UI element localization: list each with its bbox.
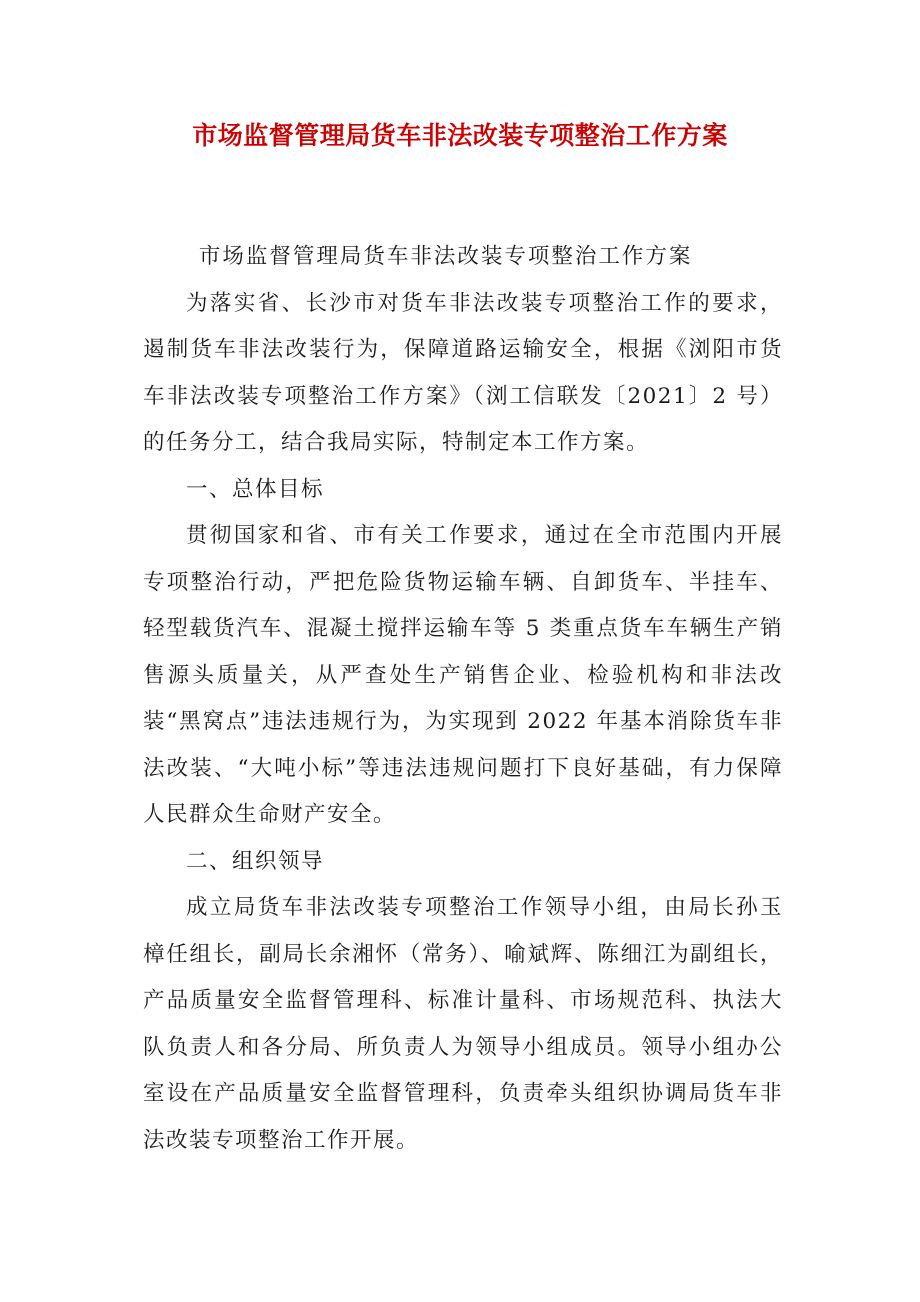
document-subtitle: 市场监督管理局货车非法改装专项整治工作方案 — [198, 244, 693, 269]
section-heading-overall-goal: 一、总体目标 — [186, 476, 325, 502]
section-heading-organization: 二、组织领导 — [186, 848, 325, 874]
document-body — [143, 234, 783, 1164]
organization-paragraph: 成立局货车非法改装专项整治工作领导小组，由局长孙玉樟任组长，副局长余湘怀（常务）、喻斌辉、陈细江为副组长，产品质量安全监督管理科、标准计量科、市场规范科、执法大队负责人和各分局、所负责人为领导小组成员。领导小组办公室设在产品质量安全监督管理科，负责牵头组织协调局货车非法改装专项整治工作开展。 — [143, 895, 783, 1153]
intro-paragraph: 为落实省、长沙市对货车非法改装专项整治工作的要求，遏制货车非法改装行为，保障道路运输安全，根据《浏阳市货车非法改装专项整治工作方案》（浏工信联发〔2021〕2 号）的任务分工，结合我局实际，特制定本工作方案。 — [143, 290, 783, 455]
document-title: 市场监督管理局货车非法改装专项整治工作方案 — [192, 121, 728, 150]
overall-goal-paragraph: 贯彻国家和省、市有关工作要求，通过在全市范围内开展专项整治行动，严把危险货物运输车辆、自卸货车、半挂车、轻型载货汽车、混凝土搅拌运输车等 5 类重点货车车辆生产销售源头质量关，从严查处生产销售企业、检验机构和非法改装“黑窝点”违法违规行为，为实现到 2022 年基本消除货车非法改装、“大吨小标”等违法违规问题打下良好基础，有力保障人民群众生命财产安全。 — [143, 523, 783, 827]
